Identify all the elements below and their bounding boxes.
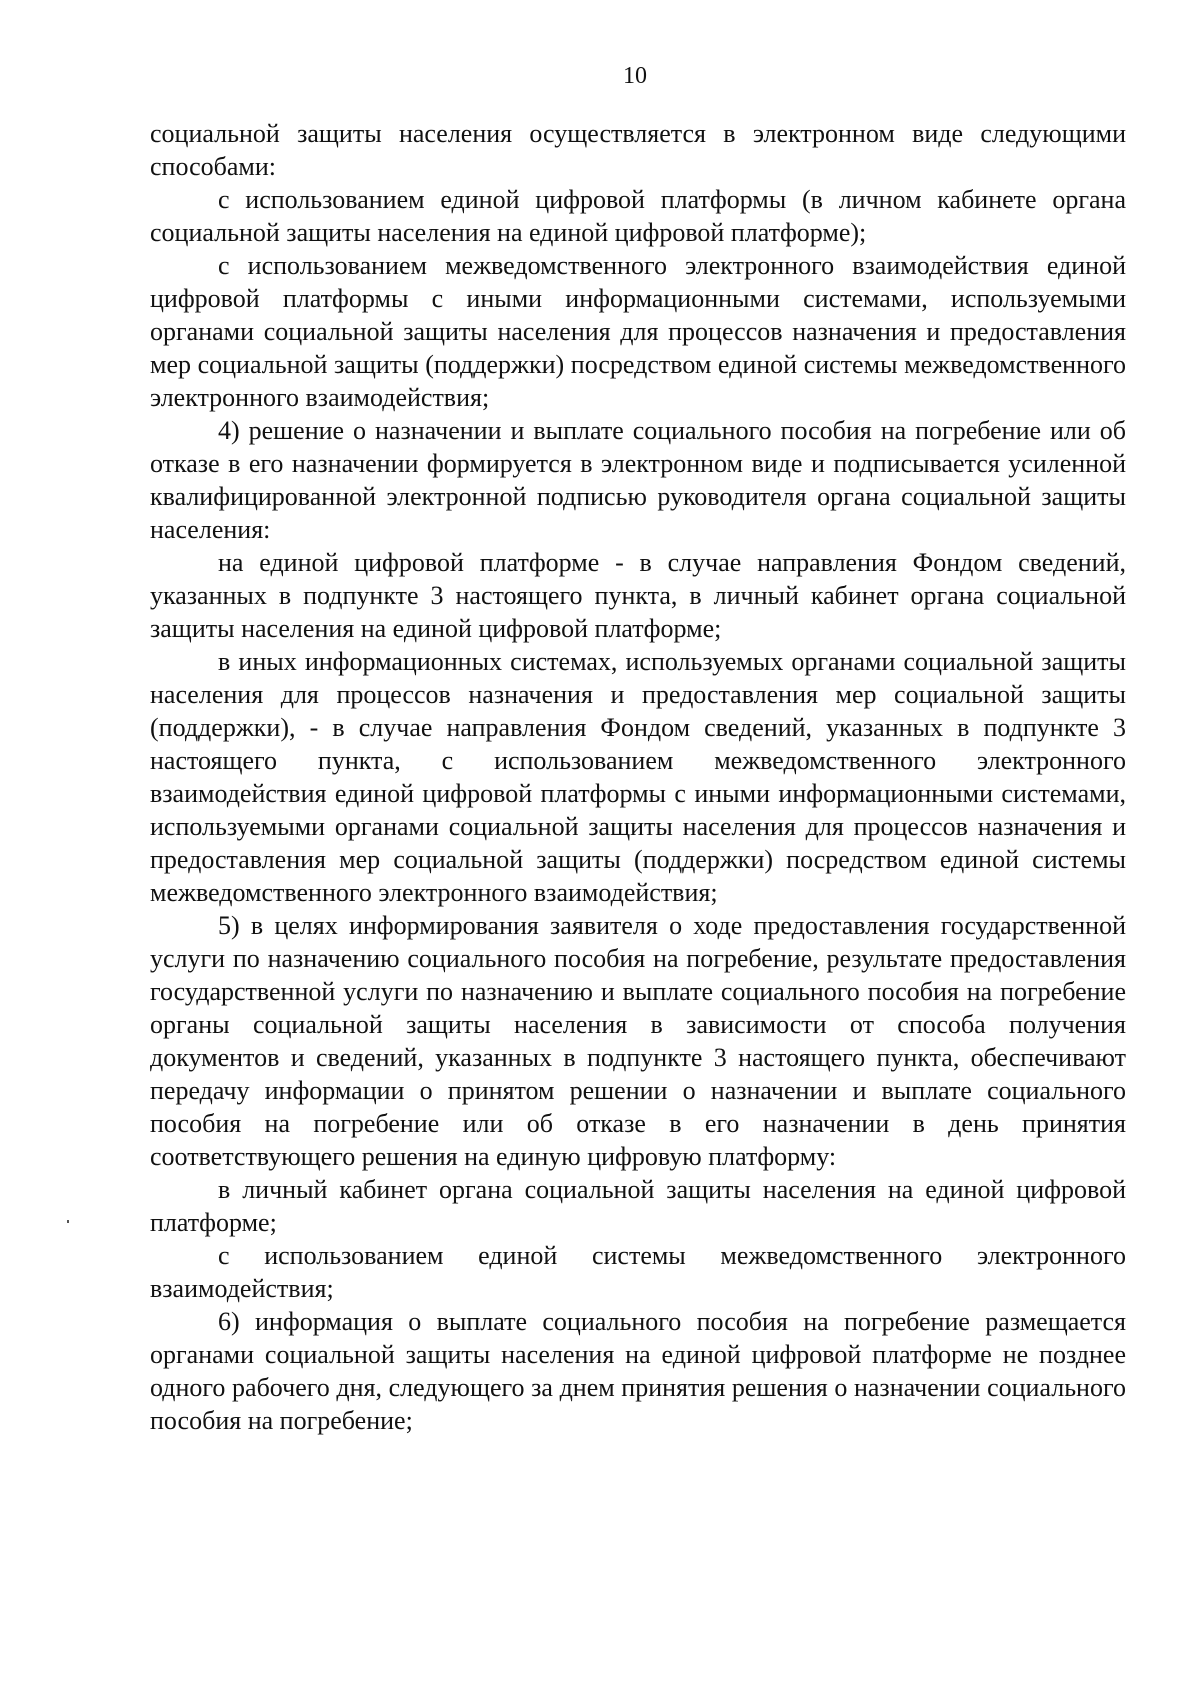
document-body — [150, 117, 1126, 1437]
paragraph-3: с использованием межведомственного электронного взаимодействия единой цифровой платформы с иными информационными системами, используемыми органами социальной защиты населения для процессов назначения и предоставления мер социальной защиты (поддержки) посредством единой системы межведомственного электронного взаимодействия; — [150, 251, 1126, 412]
scan-speck — [67, 1220, 69, 1223]
paragraph-9: с использованием единой системы межведомственного электронного взаимодействия; — [150, 1241, 1126, 1303]
paragraph-10: 6) информация о выплате социального пособия на погребение размещается органами социальной защиты населения на единой цифровой платформе не позднее одного рабочего дня, следующего за днем принятия решения о назначении социального пособия на погребение; — [150, 1307, 1126, 1435]
paragraph-5: на единой цифровой платформе - в случае направления Фондом сведений, указанных в подпункте 3 настоящего пункта, в личный кабинет органа социальной защиты населения на единой цифровой платформе; — [150, 548, 1126, 643]
paragraph-6: в иных информационных системах, используемых органами социальной защиты населения для процессов назначения и предоставления мер социальной защиты (поддержки), - в случае направления Фондом сведений, указанных в подпункте 3 настоящего пункта, с использованием межведомственного электронного взаимодействия единой цифровой платформы с иными информационными системами, используемыми органами социальной защиты населения для процессов назначения и предоставления мер социальной защиты (поддержки) посредством единой системы межведомственного электронного взаимодействия; — [150, 647, 1126, 907]
paragraph-7: 5) в целях информирования заявителя о ходе предоставления государственной услуги по назначению социального пособия на погребение, результате предоставления государственной услуги по назначению и выплате социального пособия на погребение органы социальной защиты населения в зависимости от способа получения документов и сведений, указанных в подпункте 3 настоящего пункта, обеспечивают передачу информации о принятом решении о назначении и выплате социального пособия на погребение или об отказе в его назначении в день принятия соответствующего решения на единую цифровую платформу: — [150, 911, 1126, 1171]
paragraph-8: в личный кабинет органа социальной защиты населения на единой цифровой платформе; — [150, 1175, 1126, 1237]
page-number: 10 — [623, 63, 647, 89]
paragraph-2: с использованием единой цифровой платформы (в личном кабинете органа социальной защиты населения на единой цифровой платформе); — [150, 185, 1126, 247]
paragraph-4: 4) решение о назначении и выплате социального пособия на погребение или об отказе в его назначении формируется в электронном виде и подписывается усиленной квалифицированной электронной подписью руководителя органа социальной защиты населения: — [150, 416, 1126, 544]
paragraph-1: социальной защиты населения осуществляется в электронном виде следующими способами: — [150, 119, 1126, 181]
